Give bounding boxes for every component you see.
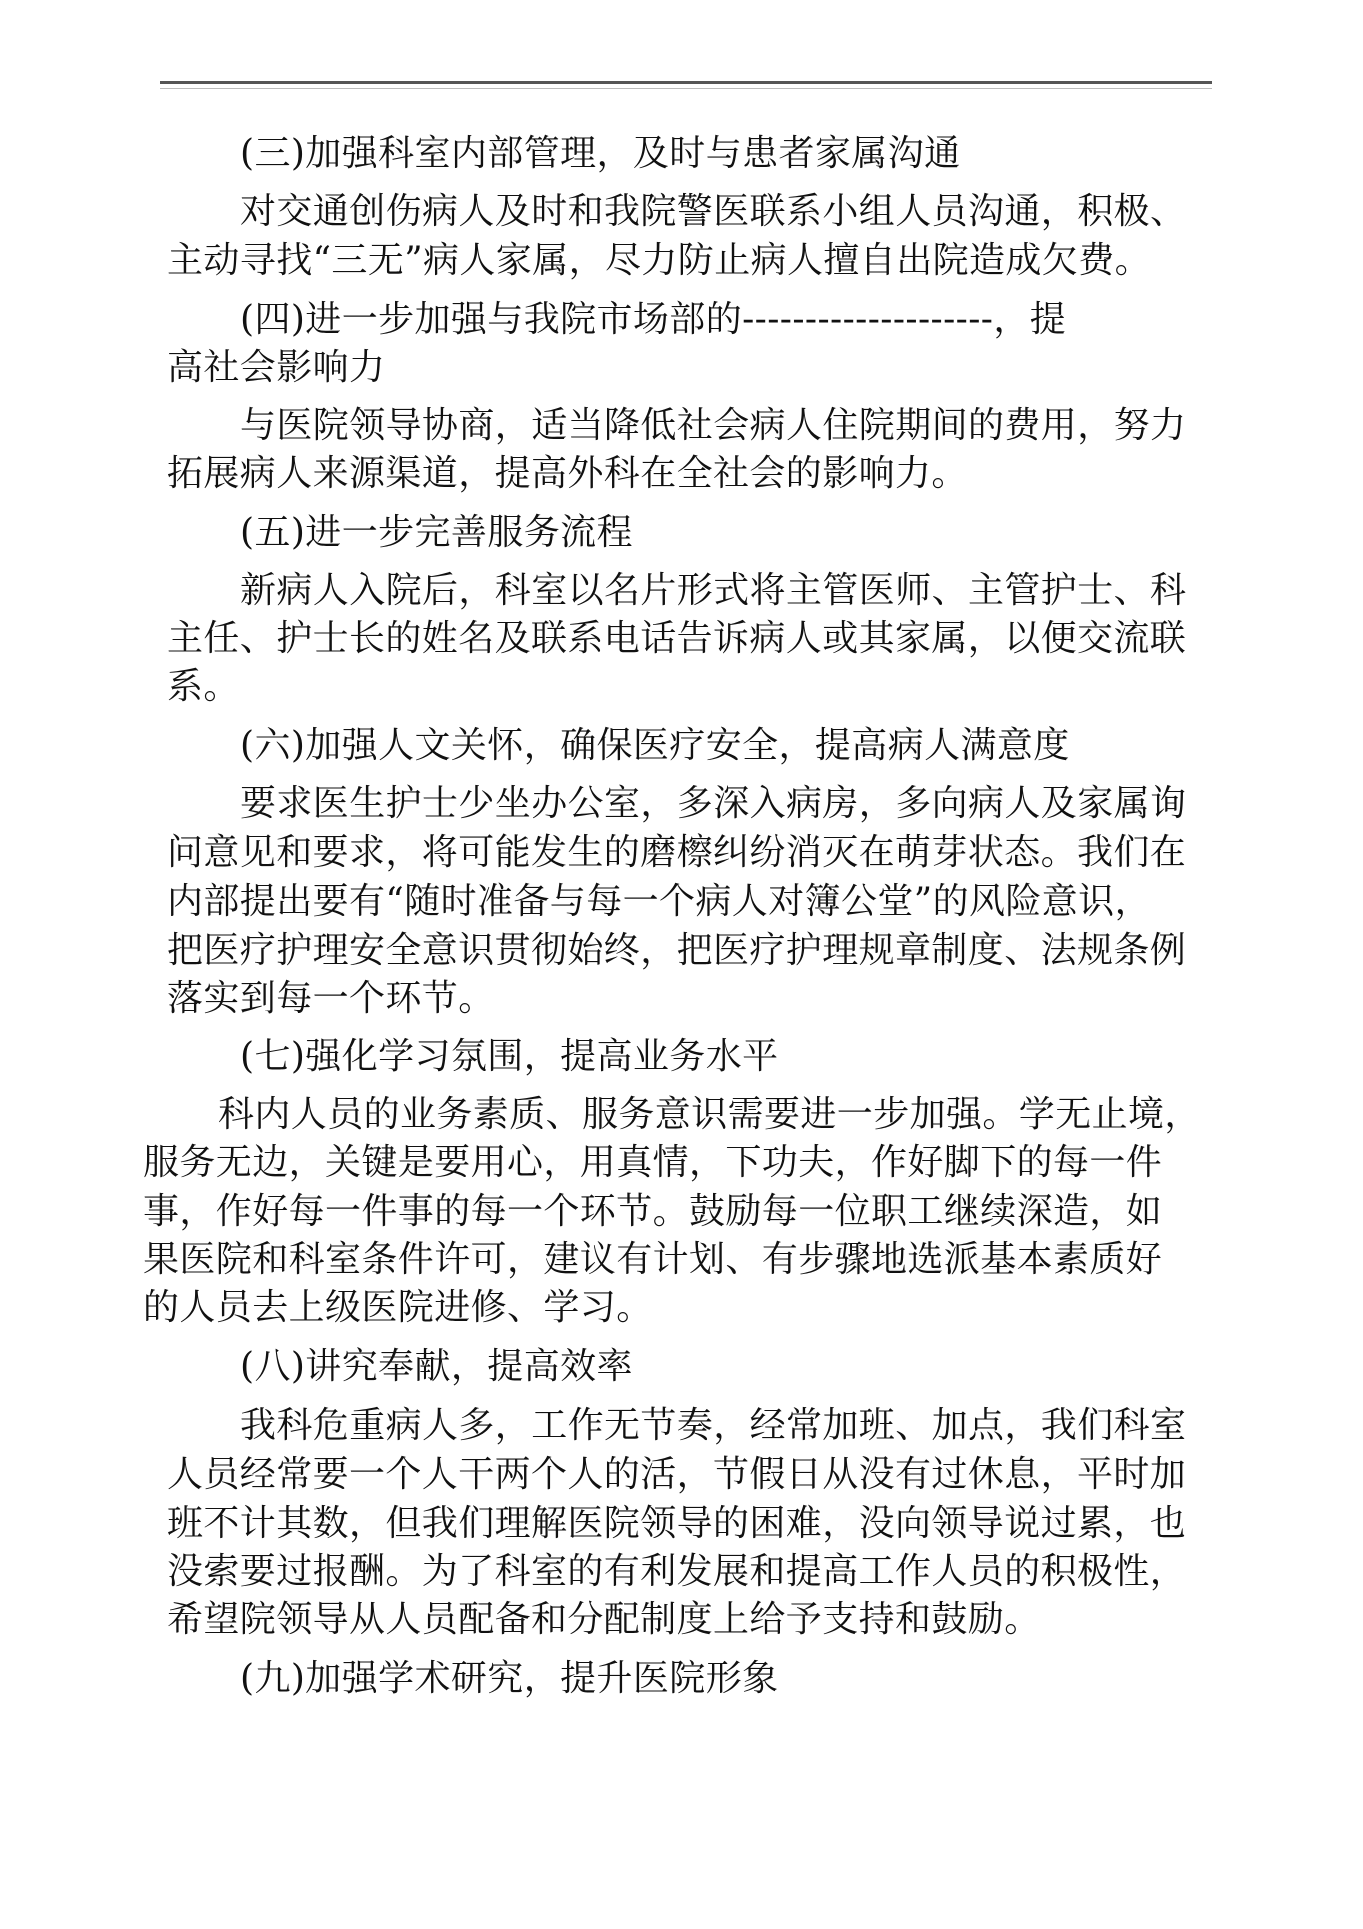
heading-8: (八)讲究奉献，提高效率 (240, 1346, 633, 1387)
paragraph-line: 果医院和科室条件许可，建议有计划、有步骤地选派基本素质好 (143, 1239, 1163, 1280)
heading-4: (四)进一步加强与我院市场部的--------------------，提 (240, 299, 1067, 340)
paragraph-line: 新病人入院后，科室以名片形式将主管医师、主管护士、科 (240, 570, 1187, 611)
paragraph-line: 人员经常要一个人干两个人的活，节假日从没有过休息，平时加 (167, 1454, 1187, 1495)
paragraph-line: 的人员去上级医院进修、学习。 (143, 1287, 653, 1328)
heading-4-cont: 高社会影响力 (167, 347, 386, 388)
heading-6: (六)加强人文关怀，确保医疗安全，提高病人满意度 (240, 725, 1070, 766)
paragraph-line: 对交通创伤病人及时和我院警医联系小组人员沟通，积极、 (240, 191, 1187, 232)
paragraph-line: 主任、护士长的姓名及联系电话告诉病人或其家属，以便交流联 (167, 618, 1187, 659)
paragraph-line: 系。 (167, 666, 240, 707)
paragraph-line: 拓展病人来源渠道，提高外科在全社会的影响力。 (167, 453, 968, 494)
paragraph-line: 主动寻找“三无”病人家属，尽力防止病人擅自出院造成欠费。 (167, 240, 1152, 281)
heading-3: (三)加强科室内部管理，及时与患者家属沟通 (240, 133, 961, 174)
paragraph-line: 与医院领导协商，适当降低社会病人住院期间的费用，努力 (240, 405, 1187, 446)
heading-5: (五)进一步完善服务流程 (240, 512, 633, 553)
heading-7: (七)强化学习氛围，提高业务水平 (240, 1036, 779, 1077)
heading-9: (九)加强学术研究，提升医院形象 (240, 1658, 779, 1699)
paragraph-line: 问意见和要求，将可能发生的磨檫纠纷消灭在萌芽状态。我们在 (167, 832, 1187, 873)
paragraph-line: 没索要过报酬。为了科室的有利发展和提高工作人员的积极性， (167, 1551, 1187, 1592)
paragraph-line: 事，作好每一件事的每一个环节。鼓励每一位职工继续深造，如 (143, 1191, 1163, 1232)
paragraph-line: 希望院领导从人员配备和分配制度上给予支持和鼓励。 (167, 1599, 1041, 1640)
paragraph-line: 内部提出要有“随时准备与每一个病人对簿公堂”的风险意识， (167, 881, 1152, 922)
paragraph-line: 要求医生护士少坐办公室，多深入病房，多向病人及家属询 (240, 783, 1187, 824)
paragraph-line: 班不计其数，但我们理解医院领导的困难，没向领导说过累，也 (167, 1503, 1187, 1544)
paragraph-line: 落实到每一个环节。 (167, 978, 495, 1019)
paragraph-line: 服务无边，关键是要用心，用真情，下功夫，作好脚下的每一件 (143, 1142, 1163, 1183)
header-rule (160, 81, 1212, 84)
paragraph-line: 科内人员的业务素质、服务意识需要进一步加强。学无止境， (218, 1094, 1201, 1135)
paragraph-line: 把医疗护理安全意识贯彻始终，把医疗护理规章制度、法规条例 (167, 930, 1187, 971)
paragraph-line: 我科危重病人多，工作无节奏，经常加班、加点，我们科室 (240, 1405, 1187, 1446)
header-rule-shadow (160, 88, 1212, 89)
